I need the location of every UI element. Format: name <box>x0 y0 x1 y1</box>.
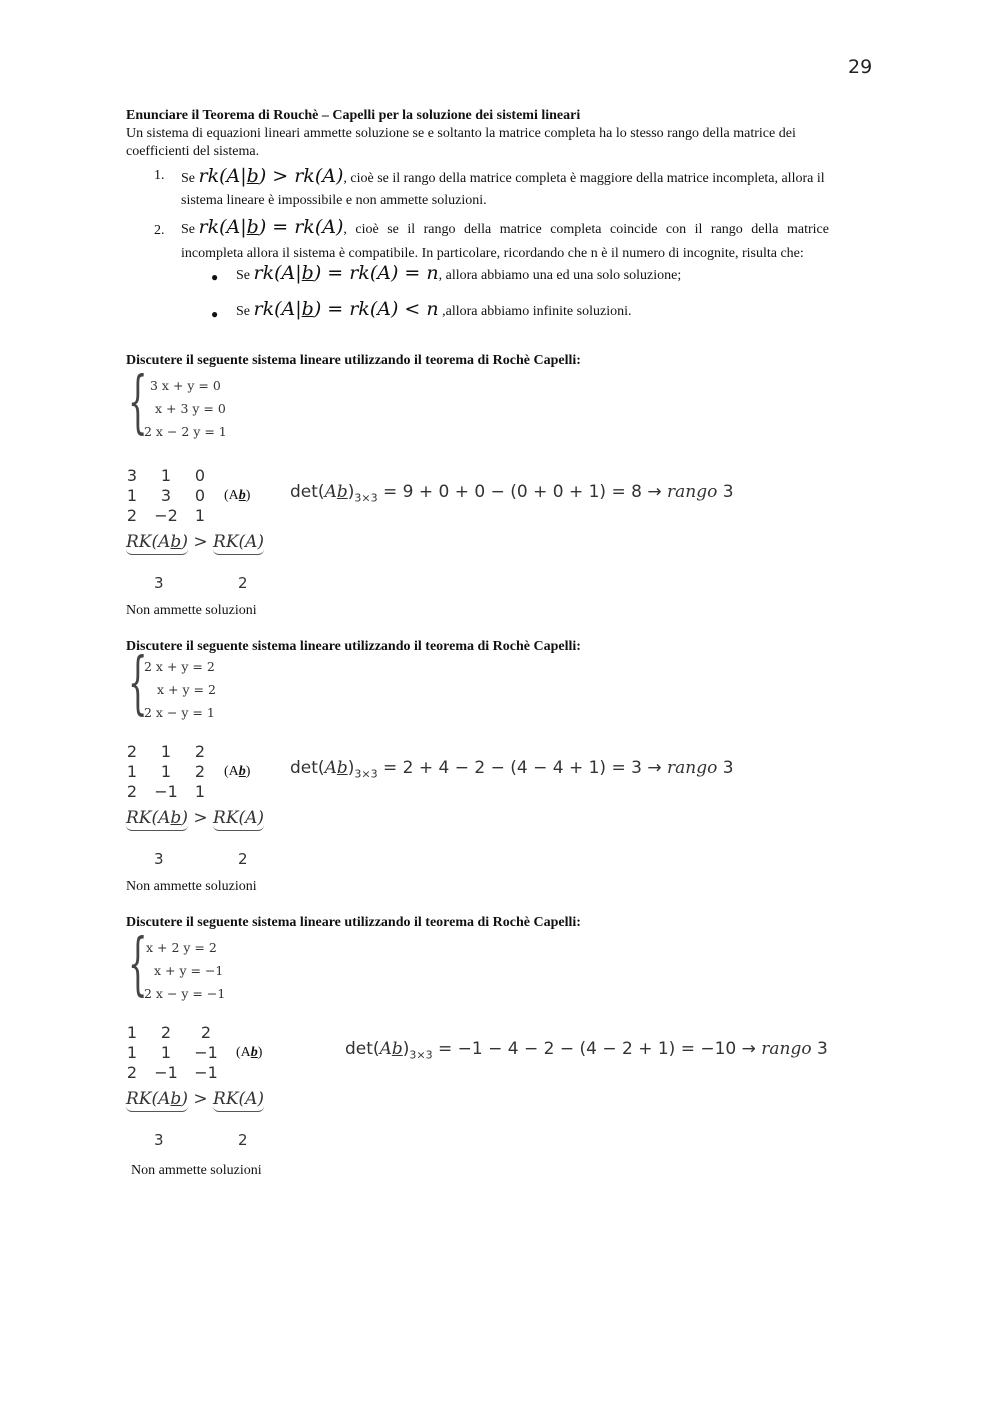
item1-number: 1. <box>154 168 165 183</box>
exercise1-det-rank: 3 <box>722 482 734 502</box>
matrix-cell: 3 <box>126 465 138 485</box>
exercise2-rk-ab: 3 <box>154 850 164 868</box>
ab-b: b <box>238 764 246 779</box>
ab-close: ) <box>257 1045 263 1060</box>
matrix-cell: −2 <box>154 505 178 525</box>
exercise2-heading: Discutere il seguente sistema lineare utilizzando il teorema di Rochè Capelli: <box>126 639 581 654</box>
theorem-title: Enunciare il Teorema di Rouchè – Capelli per la soluzione dei sistemi lineari <box>126 108 581 123</box>
matrix-cell: 2 <box>200 1022 212 1042</box>
ab-open: (A <box>236 1045 251 1060</box>
ab-b: b <box>250 1045 258 1060</box>
ab-b: b <box>238 488 246 503</box>
item1-se: Se <box>181 171 195 186</box>
bullet1-line <box>236 264 681 285</box>
exercise2-eq2: x + y = 2 <box>157 682 216 697</box>
page-number: 29 <box>848 56 873 78</box>
exercise1-rank-compare: RK(Ab) > RK(A) <box>126 532 264 552</box>
exercise2-ab-label <box>224 763 250 781</box>
exercise1-rk-a: 2 <box>238 574 248 592</box>
matrix-cell: 2 <box>126 741 138 761</box>
matrix-cell: 0 <box>194 485 206 505</box>
matrix-cell: 1 <box>160 465 172 485</box>
exercise3-eq3: 2 x − y = −1 <box>144 986 226 1001</box>
matrix-cell: 2 <box>160 1022 172 1042</box>
rango-label: rango <box>667 482 718 502</box>
exercise2-matrix <box>124 741 208 801</box>
exercise1-brace: { <box>128 363 148 442</box>
exercise3-ab-label <box>236 1044 262 1062</box>
matrix-cell: 2 <box>126 1062 138 1082</box>
matrix-cell: 2 <box>126 781 138 801</box>
exercise2-eq1: 2 x + y = 2 <box>144 659 215 674</box>
exercise1-matrix <box>124 465 208 525</box>
ab-close: ) <box>245 488 251 503</box>
exercise1-system <box>144 374 227 443</box>
matrix-cell: 1 <box>160 741 172 761</box>
bullet2-line <box>236 300 631 321</box>
exercise3-rk-a: 2 <box>238 1131 248 1149</box>
exercise1-heading: Discutere il seguente sistema lineare utilizzando il teorema di Rochè Capelli: <box>126 353 581 368</box>
bullet2-text: ,allora abbiamo infinite soluzioni. <box>442 304 632 319</box>
item2-line-b: incompleta allora il sistema è compatibile. In particolare, ricordando che n è il numero di incognite, risulta che: <box>181 246 804 261</box>
exercise2-determinant: $\det(Ab)_{3\times 3} = 2 + 4 - 2 - (4 - 4 + 1) = 3$ → rango 3 <box>290 758 734 781</box>
matrix-cell: 1 <box>126 1042 138 1062</box>
matrix-cell: −1 <box>154 1062 178 1082</box>
exercise3-eq2: x + y = −1 <box>154 963 224 978</box>
exercise2-brace: { <box>128 644 148 723</box>
matrix-cell: 3 <box>160 485 172 505</box>
exercise2-det-rank: 3 <box>722 758 734 778</box>
ab-open: (A <box>224 764 239 779</box>
exercise1-rk-ab: 3 <box>154 574 164 592</box>
matrix-cell: 1 <box>126 485 138 505</box>
bullet2-se: Se <box>236 304 250 319</box>
item2-number: 2. <box>154 223 165 238</box>
matrix-cell: 2 <box>126 505 138 525</box>
exercise3-system <box>144 936 225 1005</box>
bullet1-se: Se <box>236 268 250 283</box>
rango-label: rango <box>761 1039 812 1059</box>
bullet2-formula: rk(A|b) = rk(A) < n <box>253 298 439 320</box>
item2-text-a: , cioè se il rango della matrice completa coincide con il rango della matrice <box>343 222 829 237</box>
exercise3-heading: Discutere il seguente sistema lineare utilizzando il teorema di Rochè Capelli: <box>126 915 581 930</box>
exercise3-det-expr: = −1 − 4 − 2 − (4 − 2 + 1) = −10 → <box>438 1039 762 1059</box>
exercise3-eq1: x + 2 y = 2 <box>146 940 217 955</box>
theorem-intro-line1: Un sistema di equazioni lineari ammette soluzione se e soltanto la matrice completa ha lo stesso rango della matrice dei <box>126 126 796 141</box>
bullet1-text: , allora abbiamo una ed una solo soluzione; <box>438 268 682 283</box>
exercise3-det-rank: 3 <box>817 1039 828 1059</box>
exercise3-determinant: $\det(Ab)_{3\times 3} = -1 - 4 - 2 - (4 - 2 + 1) = -10$ → rango 3 <box>345 1039 828 1062</box>
exercise1-determinant: $\det(Ab)_{3\times 3} = 9 + 0 + 0 - (0 + 0 + 1) = 8$ → rango 3 <box>290 482 734 505</box>
exercise1-eq3: 2 x − 2 y = 1 <box>144 424 227 439</box>
matrix-cell: 0 <box>194 465 206 485</box>
exercise3-conclusion: Non ammette soluzioni <box>131 1163 262 1178</box>
item1-line-a <box>181 167 825 188</box>
item1-formula: rk(A|b) > rk(A) <box>198 165 344 187</box>
item2-se: Se <box>181 222 195 237</box>
exercise2-rank-compare: RK(Ab) > RK(A) <box>126 808 264 828</box>
item2-line-a <box>181 218 863 239</box>
bullet2-dot: ● <box>211 307 219 321</box>
matrix-cell: −1 <box>194 1062 218 1082</box>
matrix-cell: 1 <box>194 505 206 525</box>
matrix-cell: 1 <box>126 761 138 781</box>
exercise3-brace: { <box>128 925 148 1004</box>
matrix-cell: 1 <box>160 1042 172 1062</box>
exercise3-matrix <box>124 1022 220 1082</box>
theorem-intro-line2: coefficienti del sistema. <box>126 144 260 159</box>
matrix-cell: 1 <box>160 761 172 781</box>
exercise2-conclusion: Non ammette soluzioni <box>126 879 257 894</box>
matrix-cell: 2 <box>194 741 206 761</box>
matrix-cell: −1 <box>194 1042 218 1062</box>
exercise2-det-expr: = 2 + 4 − 2 − (4 − 4 + 1) = 3 → <box>383 758 667 778</box>
exercise1-eq1: 3 x + y = 0 <box>150 378 221 393</box>
matrix-cell: 2 <box>194 761 206 781</box>
rango-label: rango <box>667 758 718 778</box>
exercise2-system <box>144 655 216 724</box>
bullet1-formula: rk(A|b) = rk(A) = n <box>253 262 439 284</box>
exercise1-conclusion: Non ammette soluzioni <box>126 603 257 618</box>
item2-formula: rk(A|b) = rk(A) <box>198 216 344 238</box>
matrix-cell: −1 <box>154 781 178 801</box>
exercise3-rank-compare: RK(Ab) > RK(A) <box>126 1089 264 1109</box>
item1-line-b: sistema lineare è impossibile e non ammette soluzioni. <box>181 193 487 208</box>
ab-close: ) <box>245 764 251 779</box>
bullet1-dot: ● <box>211 270 219 284</box>
exercise2-rk-a: 2 <box>238 850 248 868</box>
exercise2-eq3: 2 x − y = 1 <box>144 705 215 720</box>
item1-text-a: , cioè se il rango della matrice completa è maggiore della matrice incompleta, allora il <box>343 171 825 186</box>
matrix-cell: 1 <box>126 1022 138 1042</box>
ab-open: (A <box>224 488 239 503</box>
exercise3-rk-ab: 3 <box>154 1131 164 1149</box>
exercise1-det-expr: = 9 + 0 + 0 − (0 + 0 + 1) = 8 → <box>383 482 667 502</box>
exercise1-eq2: x + 3 y = 0 <box>155 401 226 416</box>
matrix-cell: 1 <box>194 781 206 801</box>
exercise1-ab-label <box>224 487 250 505</box>
